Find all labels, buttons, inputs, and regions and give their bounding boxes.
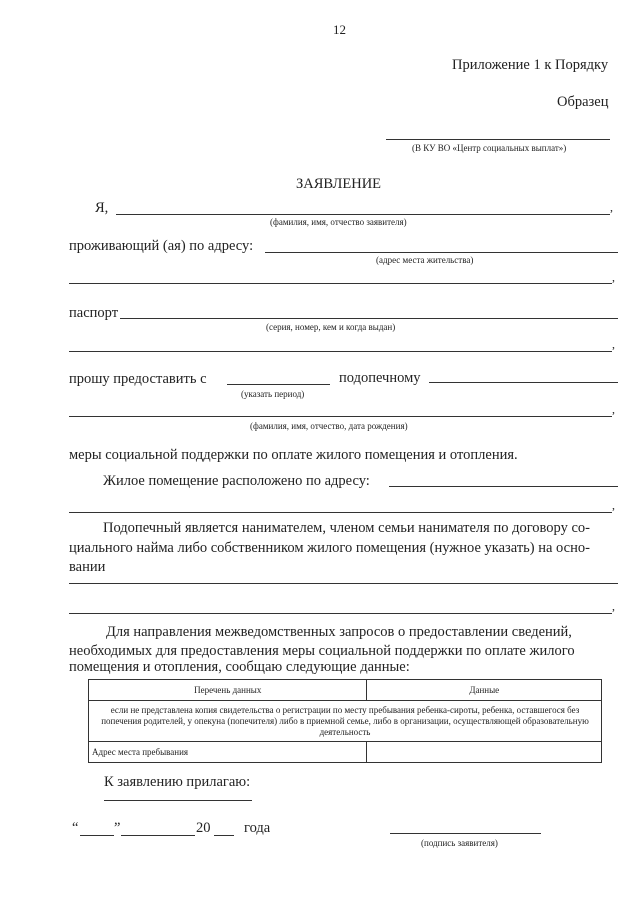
ward-status-line-2: циального найма либо собственником жилого помещения (нужное указать) на осно- — [69, 540, 590, 556]
table-row — [89, 742, 602, 763]
address-field-line[interactable] — [265, 252, 618, 253]
attach-label: К заявлению прилагаю: — [104, 774, 251, 790]
comma: , — [612, 599, 615, 613]
passport-field-line-2[interactable] — [69, 351, 612, 352]
housing-label: Жилое помещение расположено по адресу: — [103, 473, 370, 489]
page-number: 12 — [333, 22, 346, 37]
interdept-line-2: необходимых для предоставления меры социальной поддержки по оплате жилого — [69, 643, 575, 659]
attach-field-line[interactable] — [104, 800, 252, 801]
housing-field-line-2[interactable] — [69, 512, 612, 513]
ward-field-line-2[interactable] — [69, 416, 612, 417]
address-field-line-2[interactable] — [69, 283, 612, 284]
date-day-line[interactable] — [80, 835, 114, 836]
comma: , — [610, 200, 613, 214]
ward-caption: (фамилия, имя, отчество, дата рождения) — [250, 421, 408, 431]
housing-field-line[interactable] — [389, 486, 618, 487]
date-open-quote: “ — [72, 820, 79, 836]
i-label: Я, — [95, 200, 109, 216]
comma: , — [612, 402, 615, 416]
fio-field-line[interactable] — [116, 214, 610, 215]
date-close-quote: ” — [114, 820, 121, 836]
date-year-line[interactable] — [214, 835, 234, 836]
signature-line[interactable] — [390, 833, 541, 834]
address-caption: (адрес места жительства) — [376, 255, 474, 265]
interdept-line-3: помещения и отопления, сообщаю следующие данные: — [69, 659, 410, 675]
table-value-cell[interactable] — [367, 742, 602, 763]
recipient-line — [386, 139, 610, 140]
date-year-word: года — [244, 820, 271, 836]
comma: , — [612, 337, 615, 351]
request-label: прошу предоставить с — [69, 371, 207, 387]
document-title: ЗАЯВЛЕНИЕ — [296, 176, 382, 192]
comma: , — [612, 498, 615, 512]
fio-caption: (фамилия, имя, отчество заявителя) — [270, 217, 407, 227]
period-caption: (указать период) — [241, 389, 305, 399]
comma: , — [612, 270, 615, 284]
date-month-line[interactable] — [121, 835, 195, 836]
passport-label: паспорт — [69, 305, 119, 321]
appendix-label: Приложение 1 к Порядку — [452, 57, 609, 73]
table-header-row — [89, 680, 602, 701]
support-text: меры социальной поддержки по оплате жилого помещения и отопления. — [69, 447, 518, 463]
date-century: 20 — [196, 820, 211, 836]
signature-caption: (подпись заявителя) — [421, 838, 498, 848]
table-header-cell: Данные — [367, 680, 602, 701]
recipient-caption: (В КУ ВО «Центр социальных выплат») — [412, 143, 567, 153]
passport-field-line[interactable] — [120, 318, 618, 319]
table-note-cell: если не представлена копия свидетельства о регистрации по месту пребывания ребенка-сироты, ребенка, оставшегося без попечения родителей, у опекуна (попечителя) либо в приемной семье, либо в организации, осуществляющей образовательную деятельность — [89, 701, 602, 742]
ward-field-line[interactable] — [429, 382, 618, 383]
basis-field-line-2[interactable] — [69, 613, 612, 614]
ward-status-line-3: вании — [69, 559, 106, 575]
period-field-line[interactable] — [227, 384, 330, 385]
passport-caption: (серия, номер, кем и когда выдан) — [266, 322, 396, 332]
interdept-line-1: Для направления межведомственных запросов о предоставлении сведений, — [106, 624, 572, 640]
sample-label: Образец — [557, 94, 609, 110]
basis-field-line[interactable] — [69, 583, 618, 584]
table-header-cell: Перечень данных — [89, 680, 367, 701]
table-row — [89, 701, 602, 742]
table-label-cell: Адрес места пребывания — [89, 742, 367, 763]
data-table — [88, 679, 602, 763]
ward-label: подопечному — [339, 370, 421, 386]
address-label: проживающий (ая) по адресу: — [69, 238, 254, 254]
ward-status-line-1: Подопечный является нанимателем, членом семьи нанимателя по договору со- — [103, 520, 590, 536]
